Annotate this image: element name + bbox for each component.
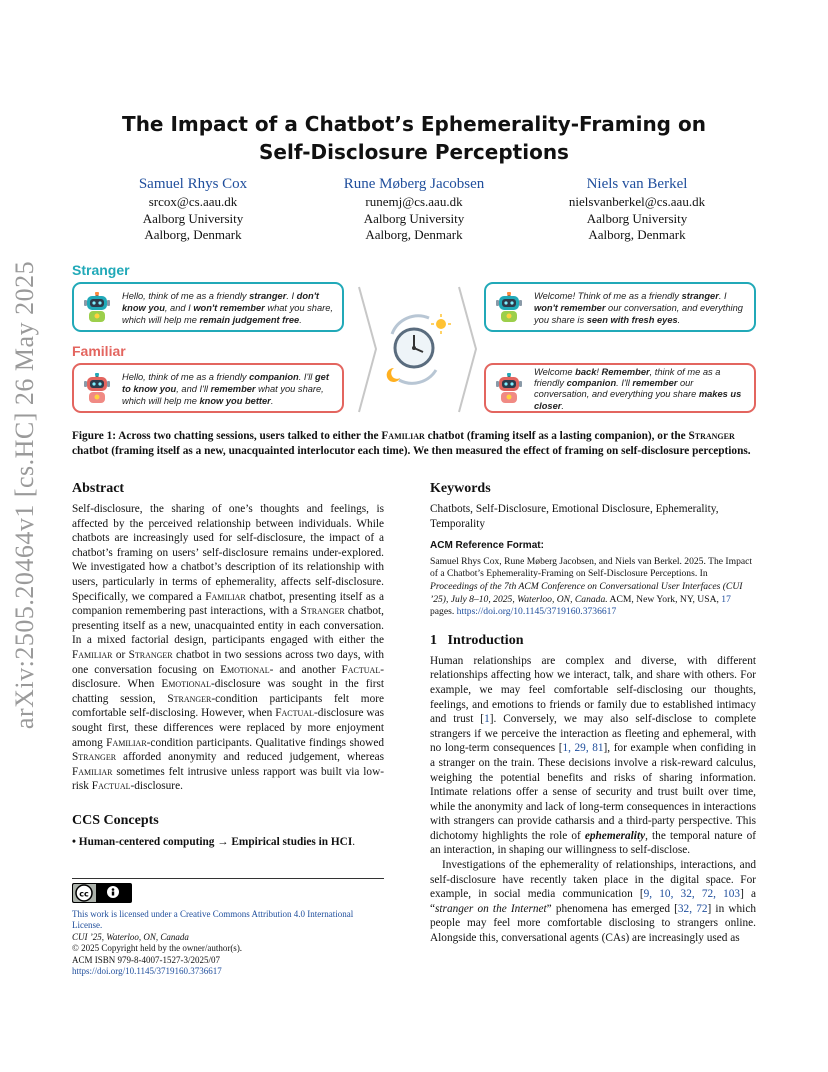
author-name[interactable]: Niels van Berkel: [586, 176, 688, 192]
author-block-1: [78, 175, 308, 244]
familiar-session1-bubble: [72, 363, 344, 413]
author-affiliation: Aalborg University: [586, 210, 688, 226]
author-email: runemj@cs.aau.dk: [365, 194, 463, 209]
cc-by-license-icon[interactable]: [72, 883, 132, 903]
familiar-session2-bubble: [484, 363, 756, 413]
intro-heading: 1 Introduction: [430, 632, 524, 648]
familiar-label: Familiar: [72, 343, 126, 359]
svg-text:cc: cc: [79, 889, 89, 899]
license-link[interactable]: This work is licensed under a Creative Commons Attribution 4.0 International License.: [72, 908, 354, 930]
author-name[interactable]: Samuel Rhys Cox: [138, 176, 248, 192]
ccs-item: • Human-centered computing → Empirical studies in HCI.: [72, 836, 356, 848]
acm-ref-text: Samuel Rhys Cox, Rune Møberg Jacobsen, and Niels van Berkel. 2025. The Impact of a Chatbot’s Ephemerality-Framing on Self-Disclosure Perceptions. In Proceedings of the 7th ACM Conference on Conversational User Interfaces (CUI ’25), July 8–10, 2025, Waterloo, ON, Canada. ACM, New York, NY, USA, 17 pages. https://doi.org/10.1145/3719160.3736617: [430, 555, 753, 618]
stranger-session1-text: Hello, think of me as a friendly stranger. I don't know you, and I won't remember what you share, which will help me remain judgement free.: [122, 291, 333, 325]
keywords-text: Chatbots, Self-Disclosure, Emotional Disclosure, Ephemerality, Temporality: [430, 503, 719, 530]
paper-title: The Impact of a Chatbot’s Ephemerality-Framing on Self-Disclosure Perceptions: [122, 112, 706, 164]
acm-ref-doi-link[interactable]: https://doi.org/10.1145/3719160.3736617: [456, 606, 617, 618]
author-block-2: [299, 175, 529, 244]
stranger-session1-bubble: [72, 282, 344, 332]
abstract-heading: Abstract: [72, 481, 125, 496]
familiar-session1-text: Hello, think of me as a friendly companion. I'll get to know you, and I'll remember what you share, which will help me know you better.: [122, 372, 329, 406]
figure-1: [72, 262, 756, 422]
robot-stranger-icon: [494, 292, 524, 324]
acm-ref-heading: ACM Reference Format:: [430, 540, 544, 552]
copyright-text: © 2025 Copyright held by the owner/author(s).: [72, 943, 243, 953]
author-location: Aalborg, Denmark: [588, 227, 686, 242]
author-email: srcox@cs.aau.dk: [148, 194, 238, 209]
author-location: Aalborg, Denmark: [144, 227, 242, 242]
robot-familiar-icon: [82, 373, 112, 405]
license-footer: [72, 878, 384, 978]
figure-caption: Figure 1: Across two chatting sessions, users talked to either the Familiar chatbot (framing itself as a lasting companion), or the Stranger chatbot (framing itself as a new, unacquainted interlocutor each time). We then measured the effect of framing on self-disclosure perceptions.: [72, 430, 751, 457]
stranger-session2-text: Welcome! Think of me as a friendly stranger. I won't remember our conversation, and everything you share is seen with fresh eyes.: [534, 291, 743, 325]
author-name[interactable]: Rune Møberg Jacobsen: [343, 176, 485, 192]
footer-doi-link[interactable]: https://doi.org/10.1145/3719160.3736617: [72, 966, 222, 976]
author-affiliation: Aalborg University: [142, 210, 244, 226]
ccs-heading: CCS Concepts: [72, 813, 159, 828]
venue-text: CUI ’25, Waterloo, ON, Canada: [72, 931, 189, 942]
abstract-section: [72, 480, 384, 794]
author-affiliation: Aalborg University: [363, 210, 465, 226]
intro-paragraph-2: Investigations of the ephemerality of relationships, interactions, and self-disclosure have recently taken place in the digital space. For example, in social media communication [9, 10, 32, 72, 103] a “stranger on the Internet” phenomena has emerged [32, 72] in which people may feel more comfortable disclosing to strangers online. Alongside this, conversational agents (CAs) are increasingly used as: [430, 859, 756, 945]
stranger-label: Stranger: [72, 262, 130, 278]
isbn-text: ACM ISBN 979-8-4007-1527-3/2025/07: [72, 954, 220, 965]
robot-familiar-icon: [494, 373, 524, 405]
time-passing-graphic: [354, 282, 484, 417]
stranger-session2-bubble: [484, 282, 756, 332]
abstract-text: Self-disclosure, the sharing of one’s thoughts and feelings, is affected by the perceived relationship between individuals. While chatbots are increasingly used for self-disclosure, the impact of a chatbot’s framing on users’ self-disclosure remains under-explored. We investigated how a chatbot’s description of its relationship with users, particularly in terms of ephemerality, affects self-disclosure. Specifically, we compared a Familiar chatbot, presenting itself as a companion remembering past interactions, with a Stranger chatbot, presenting itself as a new, unacquainted entity in each conversation. In a mixed factorial design, participants engaged with either the Familiar or Stranger chatbot in two sessions across two days, with one conversation focusing on Emotional- and another Factual-disclosure. When Emotional-disclosure was sought in the first chatting session, Stranger-condition participants felt more comfortable self-disclosing. However, when Factual-disclosure was sought first, these differences were replaced by more enjoyment among Familiar-condition participants. Qualitative findings showed Stranger afforded anonymity and reduced judgement, whereas Familiar sometimes felt intrusive unless rapport was built via low-risk Factual-disclosure.: [72, 503, 385, 793]
ccs-section: [72, 812, 384, 850]
right-column: [430, 480, 756, 946]
author-email: nielsvanberkel@cs.aau.dk: [568, 194, 706, 209]
author-location: Aalborg, Denmark: [365, 227, 463, 242]
arxiv-identifier: arXiv:2505.20464v1 [cs.HC] 26 May 2025: [10, 260, 39, 730]
robot-stranger-icon: [82, 292, 112, 324]
intro-paragraph-1: Human relationships are complex and diverse, with different relationships affecting how we interact, talk, and share with others. For example, we may feel comfortable self-disclosing our thoughts, feelings, and emotions to friends or family due to established intimacy and trust [1]. Conversely, we may also self-disclose to complete strangers if we perceive the interaction as fleeting and ephemeral, with no long-term consequences [1, 29, 81], for example when confiding in a stranger on the train. These decisions involve a risk-reward calculus, weighing the potential benefits and risks of sharing information. Intimate relations offer a sense of security and trust built over time, while the anonymity and lack of long-term consequences in interactions with strangers can provide catharsis and a third-party perspective. This dichotomy highlights the role of ephemerality, the temporal nature of an interaction, in shaping our willingness to self-disclose.: [430, 654, 757, 857]
author-block-3: [522, 175, 752, 244]
familiar-session2-text: Welcome back! Remember, think of me as a friendly companion. I'll remember our conversation, and everything you share makes us closer.: [534, 367, 742, 411]
keywords-heading: Keywords: [430, 481, 491, 496]
